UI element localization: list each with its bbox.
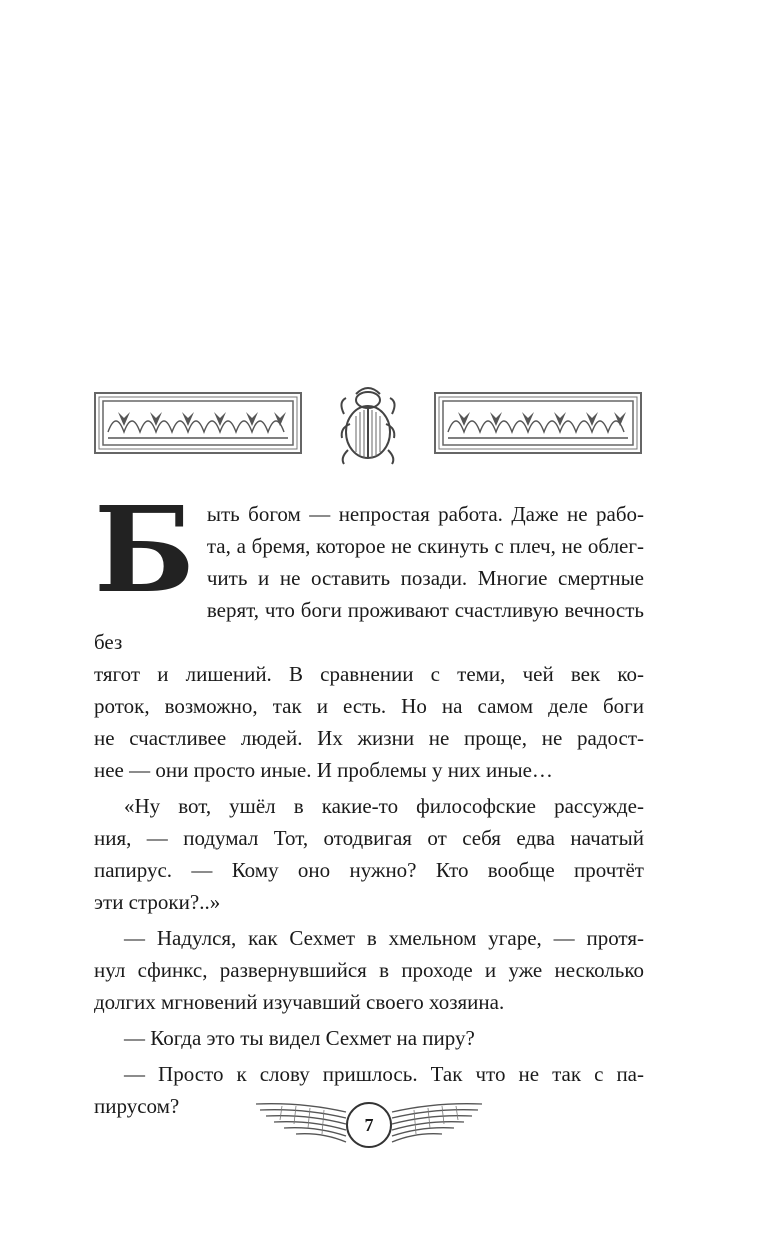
text-line: эти строки?..»: [94, 890, 221, 914]
text-line: нее — они просто иные. И проблемы у них иные…: [94, 758, 553, 782]
text-line: — Надулся, как Сехмет в хмельном угаре, — протя-: [124, 926, 644, 950]
text-line: та, а бремя, которое не скинуть с плеч, не облег-: [206, 534, 644, 558]
text-line: нул сфинкс, развернувшийся в проходе и уже несколько: [94, 958, 644, 982]
chapter-header-ornament: [0, 380, 768, 470]
lotus-frieze-right: [434, 392, 642, 454]
text-line: ыть богом — непростая работа. Даже не рабо-: [206, 502, 644, 526]
text-line: ния, — подумал Тот, отодвигая от себя едва начатый: [94, 826, 644, 850]
chapter-body-text: [94, 480, 644, 1122]
paragraph: [94, 1022, 644, 1054]
text-line: — Просто к слову пришлось. Так что не так с па-: [124, 1062, 644, 1086]
lotus-frieze-left: [94, 392, 302, 454]
text-line: верят, что боги проживают счастливую вечность без: [94, 598, 644, 654]
text-line: чить и не оставить позади. Многие смертные: [206, 566, 644, 590]
text-line: папирус. — Кому оно нужно? Кто вообще прочтёт: [94, 858, 644, 882]
paragraph: [94, 922, 644, 1018]
text-line: пирусом?: [94, 1094, 180, 1118]
paragraph: [94, 790, 644, 918]
scarab-icon: [332, 380, 404, 468]
text-line: не счастливее людей. Их жизни не проще, не радост-: [94, 726, 644, 750]
text-line: «Ну вот, ушёл в какие-то философские рассужде-: [124, 794, 644, 818]
page-footer: [252, 1096, 486, 1154]
drop-cap: Б: [94, 480, 195, 619]
text-line: долгих мгновений изучавший своего хозяина.: [94, 990, 505, 1014]
text-line: — Когда это ты видел Сехмет на пиру?: [124, 1026, 475, 1050]
text-line: роток, возможно, так и есть. Но на самом деле боги: [94, 694, 644, 718]
text-line: тягот и лишений. В сравнении с теми, чей век ко-: [94, 662, 644, 686]
paragraph-opening: [94, 480, 644, 786]
page-number: 7: [364, 1114, 374, 1135]
